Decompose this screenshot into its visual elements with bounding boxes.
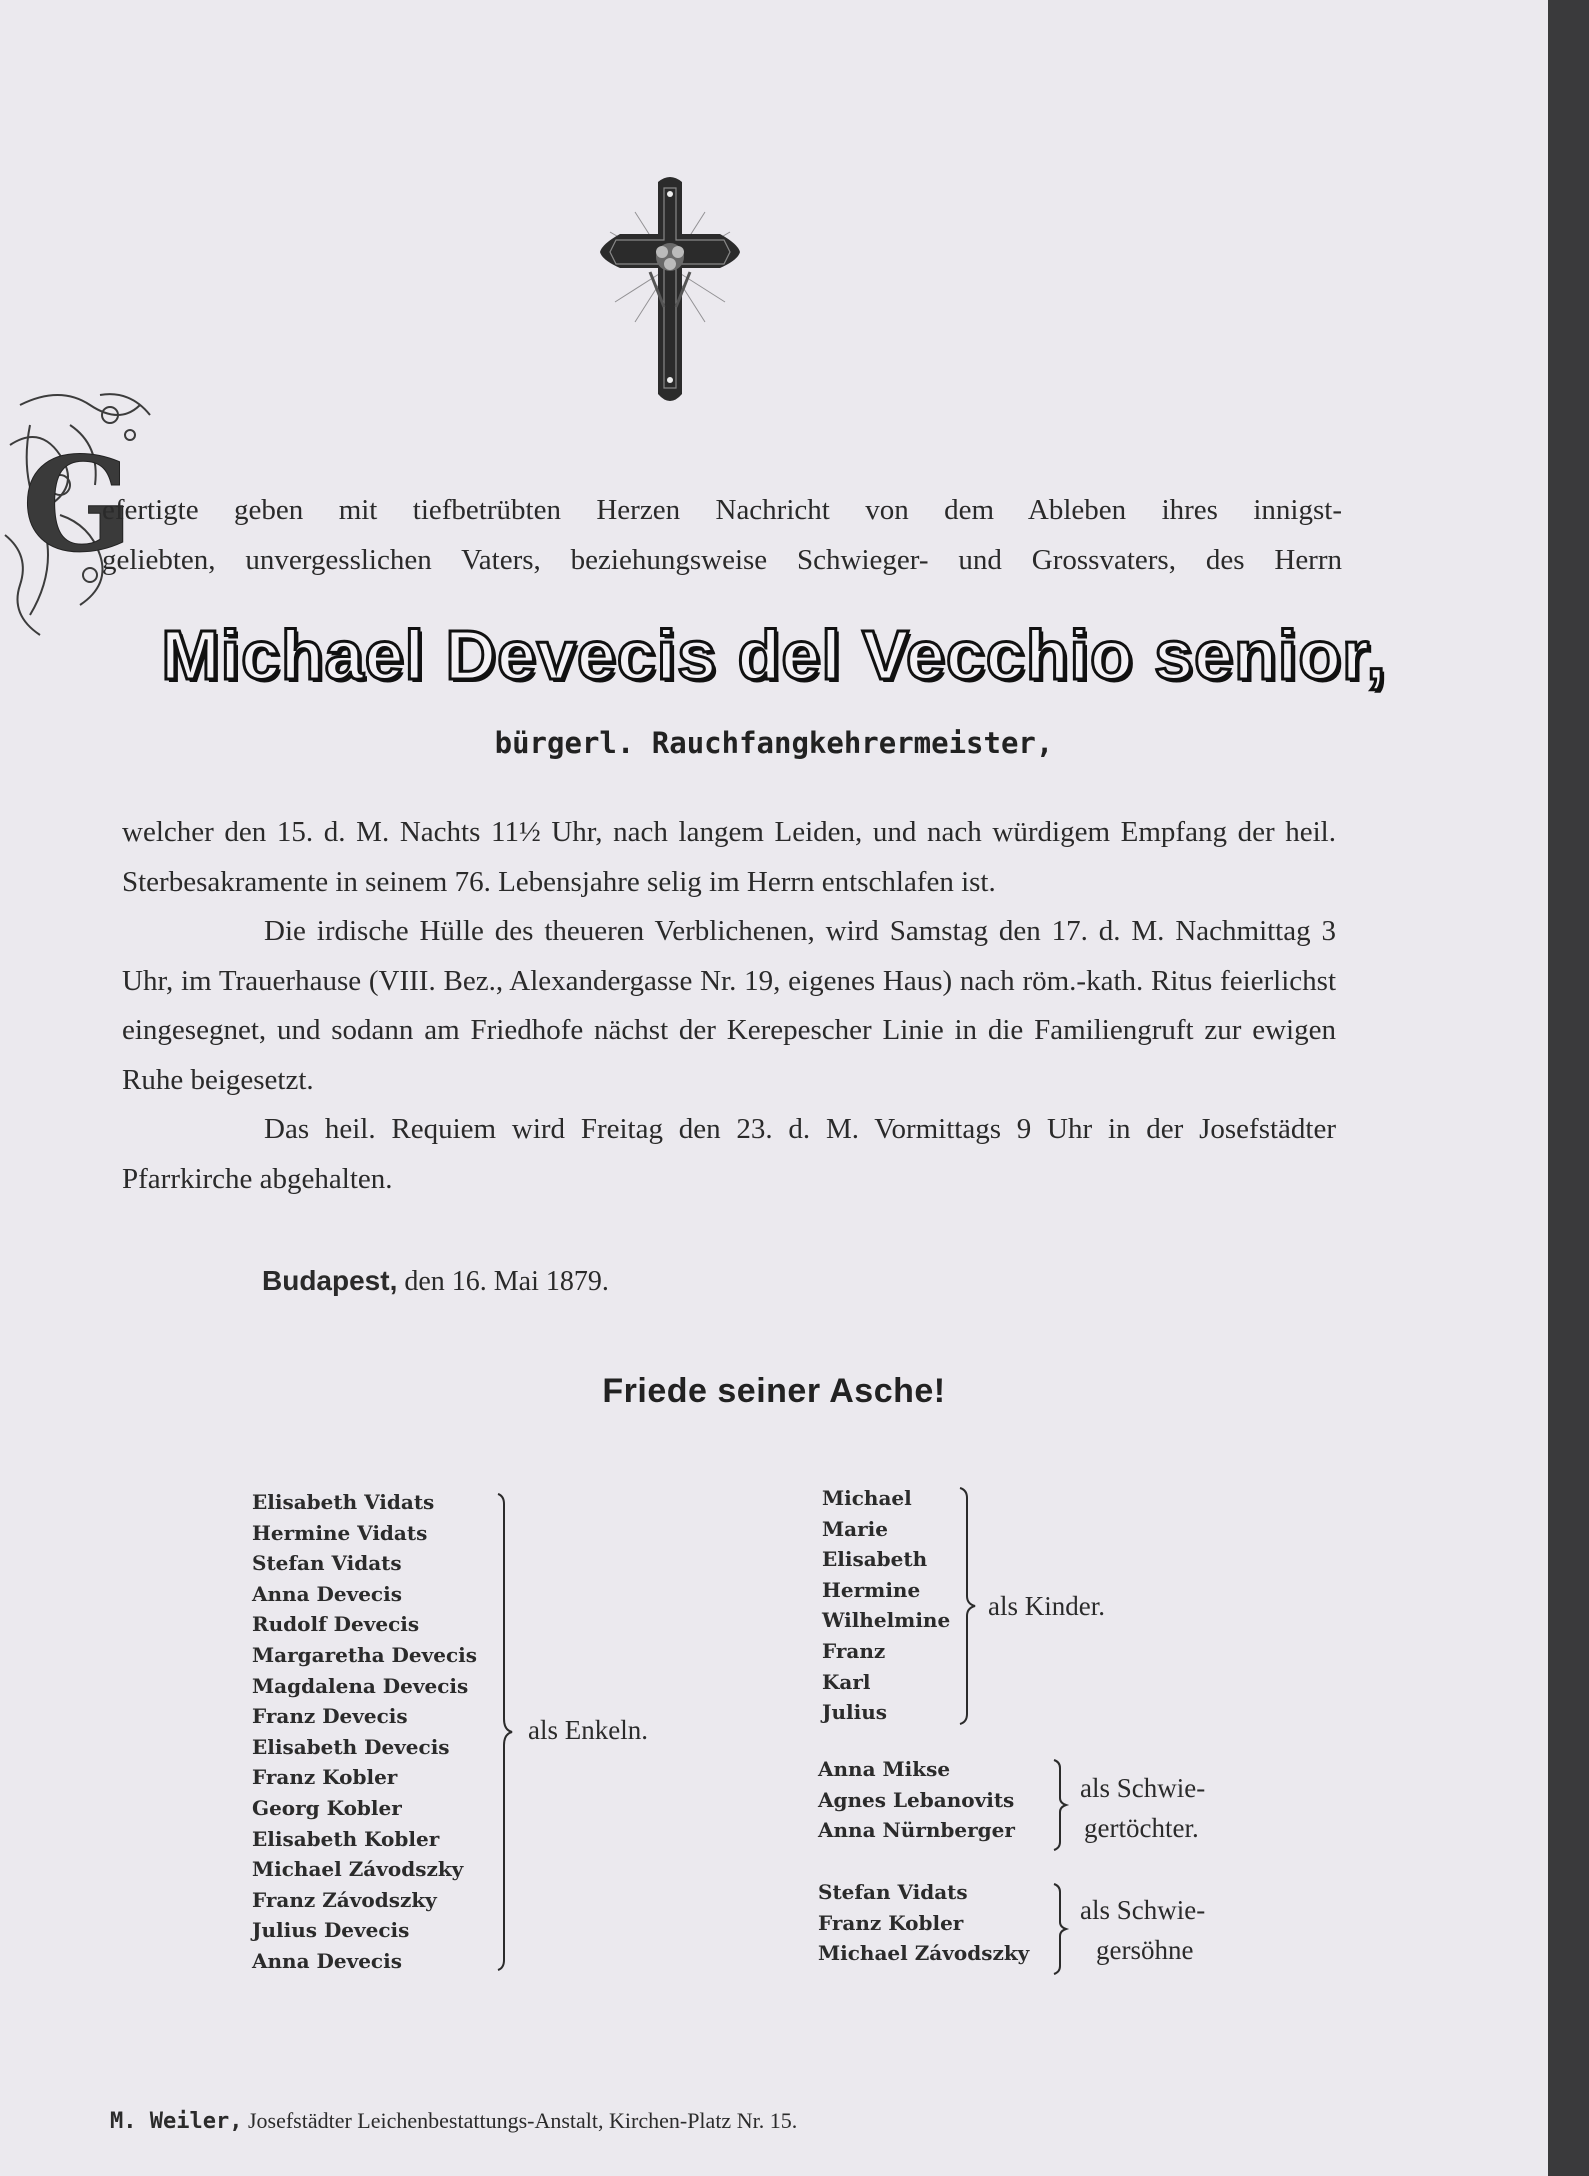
daughters-in-law-label-line2: gertöchter. [1084,1813,1199,1843]
person-name: Elisabeth Devecis [252,1734,450,1759]
person-name: Franz Kobler [818,1910,964,1935]
footer-text: Josefstädter Leichenbestattungs-Anstalt, Kirchen-Platz Nr. 15. [247,2108,798,2133]
footer-name: M. Weiler, [110,2109,243,2134]
person-name: Magdalena Devecis [252,1673,469,1698]
person-name: Franz Závodszky [252,1887,437,1912]
children-label: als Kinder. [988,1591,1105,1621]
sons-in-law-label-line2: gersöhne [1096,1935,1194,1965]
dateline [262,1265,609,1298]
person-name: Julius [822,1700,887,1725]
person-name: Agnes Lebanovits [818,1787,1015,1812]
person-name: Elisabeth [822,1547,928,1572]
sons-in-law-bracket [1052,1884,1076,1974]
person-name: Anna Mikse [818,1757,951,1781]
sons-in-law-label [1080,1890,1205,1970]
person-name: Julius Devecis [252,1918,410,1943]
sons-in-law-label-line1: als Schwie- [1080,1895,1206,1925]
intro-line-1: efertigte geben mit tiefbetrübten Herzen Nachricht von dem Ableben ihres innigst- [102,494,1342,526]
person-name: Stefan Vidats [818,1880,968,1904]
sons-in-law-list [818,1877,1029,1969]
person-name: Franz [822,1638,886,1663]
person-name: Anna Devecis [252,1948,402,1973]
undertaker-footer [110,2108,797,2134]
dateline-date: den 16. Mai 1879. [404,1266,609,1297]
person-name: Anna Nürnberger [818,1818,1015,1843]
person-name: Margaretha Devecis [252,1642,477,1667]
daughters-in-law-label [1080,1768,1205,1848]
deceased-name: Michael Devecis del Vecchio senior, [161,616,1387,694]
daughters-in-law-bracket [1052,1760,1076,1850]
dateline-place: Budapest, [262,1265,398,1296]
paragraph-requiem: Das heil. Requiem wird Freitag den 23. d. M. Vormittags 9 Uhr in der Josefstädter Pfarrkirche abgehalten. [122,1113,1336,1195]
deceased-profession: bürgerl. Rauchfangkehrermeister, [494,726,1054,760]
person-name: Karl [822,1669,871,1694]
person-name: Elisabeth Kobler [252,1826,440,1851]
person-name: Michael Závodszky [818,1941,1030,1966]
person-name: Michael Závodszky [252,1857,464,1882]
grandchildren-list [252,1487,477,1977]
person-name: Hermine Vidats [252,1520,428,1545]
paragraph-funeral: Die irdische Hülle des theueren Verblichenen, wird Samstag den 17. d. M. Nachmittag 3 Uhr, im Trauerhause (VIII. Bez., Alexandergasse Nr. 19, eigenes Haus) nach röm.-kath. Ritus feierlichst eingesegnet, und sodann am Friedhofe nächst der Kerepescher Linie in die Familiengruft zur ewigen Ruhe beigesetzt. [122,915,1336,1096]
person-name: Franz Kobler [252,1765,398,1790]
person-name: Elisabeth Vidats [252,1490,435,1514]
person-name: Anna Devecis [252,1581,402,1606]
daughters-in-law-label-line1: als Schwie- [1080,1773,1206,1803]
person-name: Marie [822,1516,888,1541]
grandchildren-bracket [490,1494,520,1974]
person-name: Stefan Vidats [252,1551,402,1576]
intro-line-2: geliebten, unvergesslichen Vaters, beziehungsweise Schwieger- und Grossvaters, des Herrn [102,544,1342,576]
grandchildren-label: als Enkeln. [528,1715,648,1745]
svg-text:G: G [22,428,134,581]
person-name: Franz Devecis [252,1704,408,1729]
paragraph-death: welcher den 15. d. M. Nachts 11½ Uhr, nach langem Leiden, und nach würdigem Empfang der heil. Sterbesakramente in seinem 76. Lebensjahre selig im Herrn entschlafen ist. [122,816,1336,898]
daughters-in-law-list [818,1754,1015,1846]
person-name: Michael [822,1486,912,1510]
person-name: Rudolf Devecis [252,1612,420,1637]
cross-icon [590,172,750,408]
children-bracket [955,1488,985,1728]
farewell-heading: Friede seiner Asche! [602,1372,946,1410]
notice-body [122,808,1336,1204]
person-name: Hermine [822,1577,921,1602]
intro-text [102,485,1342,585]
person-name: Georg Kobler [252,1795,402,1820]
children-list [822,1483,950,1728]
person-name: Wilhelmine [822,1608,951,1633]
